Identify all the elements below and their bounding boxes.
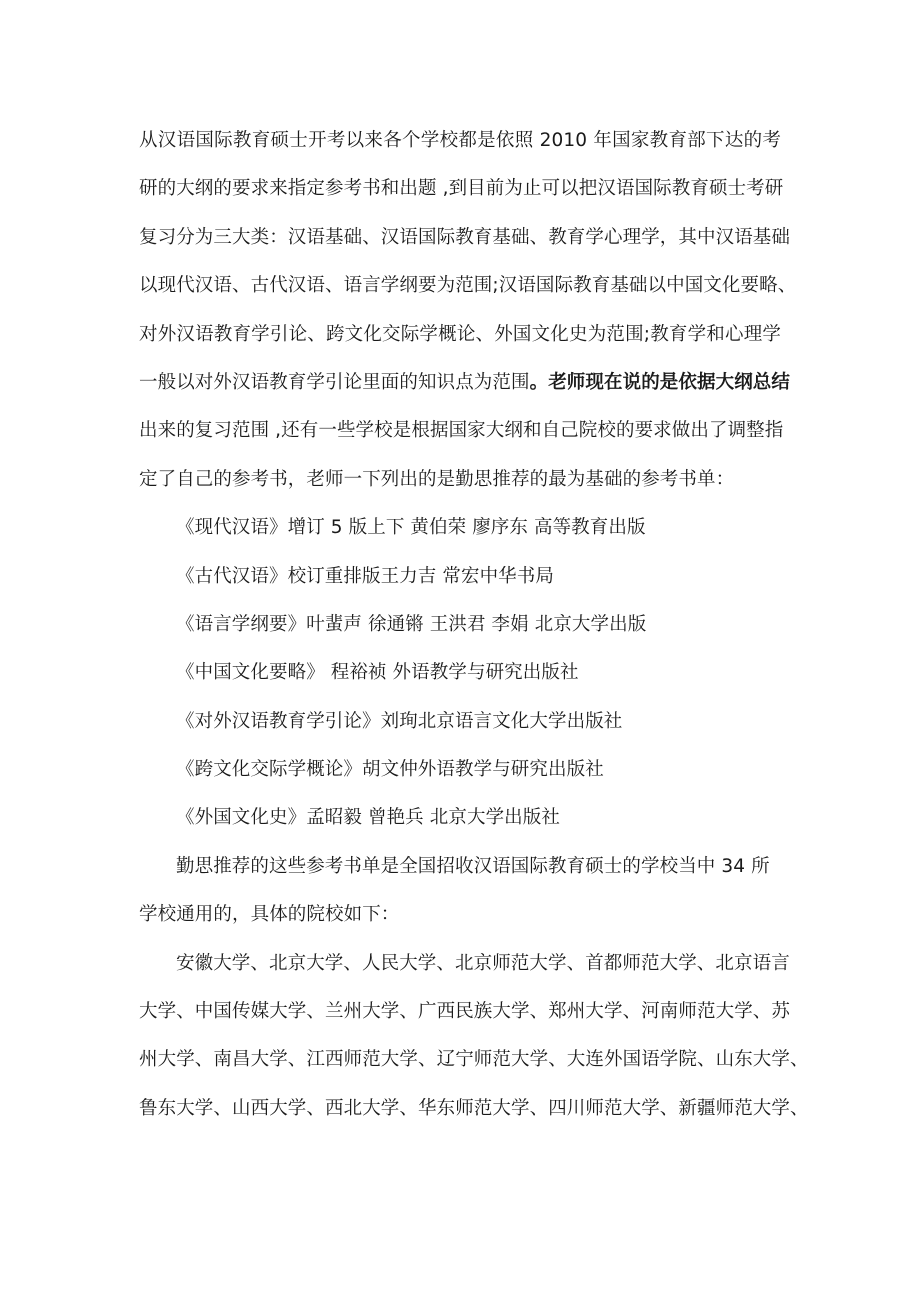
intro-line-8: 定了自己的参考书，老师一下列出的是勤思推荐的最为基础的参考书单： xyxy=(139,468,735,490)
book-list xyxy=(139,504,789,843)
intro-line-2: 研的大纲的要求来指定参考书和出题 ,到目前为止可以把汉语国际教育硕士考研 xyxy=(139,178,784,200)
book-list-item: 《对外汉语教育学引论》刘珣北京语言文化大学出版社 xyxy=(176,710,623,732)
intro-line-3: 复习分为三大类：汉语基础、汉语国际教育基础、教育学心理学，其中汉语基础 xyxy=(139,226,791,248)
book-list-item: 《古代汉语》校订重排版王力吉 常宏中华书局 xyxy=(176,565,554,587)
recommendation-line-1: 勤思推荐的这些参考书单是全国招收汉语国际教育硕士的学校当中 34 所 xyxy=(176,855,770,877)
school-list-line-4: 鲁东大学、山西大学、西北大学、华东师范大学、四川师范大学、新疆师范大学、 xyxy=(139,1097,809,1119)
school-list-line-3: 州大学、南昌大学、江西师范大学、辽宁师范大学、大连外国语学院、山东大学、 xyxy=(139,1049,809,1071)
intro-paragraph xyxy=(139,117,797,504)
intro-line-1: 从汉语国际教育硕士开考以来各个学校都是依照 2010 年国家教育部下达的考 xyxy=(139,130,781,151)
recommendation-line-2: 学校通用的，具体的院校如下： xyxy=(139,904,400,926)
recommendation-paragraph xyxy=(139,843,789,940)
intro-line-6-text: 一般以对外汉语教育学引论里面的知识点为范围 xyxy=(139,371,530,393)
school-list-line-1: 安徽大学、北京大学、人民大学、北京师范大学、首都师范大学、北京语言 xyxy=(176,952,790,974)
book-list-item: 《跨文化交际学概论》胡文仲外语教学与研究出版社 xyxy=(176,759,604,781)
school-list-line-2: 大学、中国传媒大学、兰州大学、广西民族大学、郑州大学、河南师范大学、苏 xyxy=(139,1001,791,1023)
book-list-item: 《现代汉语》增订 5 版上下 黄伯荣 廖序东 高等教育出版 xyxy=(176,517,646,539)
intro-line-6 xyxy=(139,359,789,407)
intro-line-7: 出来的复习范围 ,还有一些学校是根据国家大纲和自己院校的要求做出了调整指 xyxy=(139,420,784,442)
intro-line-5: 对外汉语教育学引论、跨文化交际学概论、外国文化史为范围;教育学和心理学 xyxy=(139,323,781,345)
book-list-item: 《语言学纲要》叶蜚声 徐通锵 王洪君 李娟 北京大学出版 xyxy=(176,613,647,635)
intro-line-4: 以现代汉语、古代汉语、语言学纲要为范围;汉语国际教育基础以中国文化要略、 xyxy=(139,275,797,297)
intro-line-6-bold-text: 。老师现在说的是依据大纲总结 xyxy=(529,371,791,393)
book-list-item: 《外国文化史》孟昭毅 曾艳兵 北京大学出版社 xyxy=(176,807,560,829)
book-list-item: 《中国文化要略》 程裕祯 外语教学与研究出版社 xyxy=(176,662,579,684)
document-body xyxy=(139,117,809,1133)
school-list-paragraph xyxy=(139,940,809,1134)
